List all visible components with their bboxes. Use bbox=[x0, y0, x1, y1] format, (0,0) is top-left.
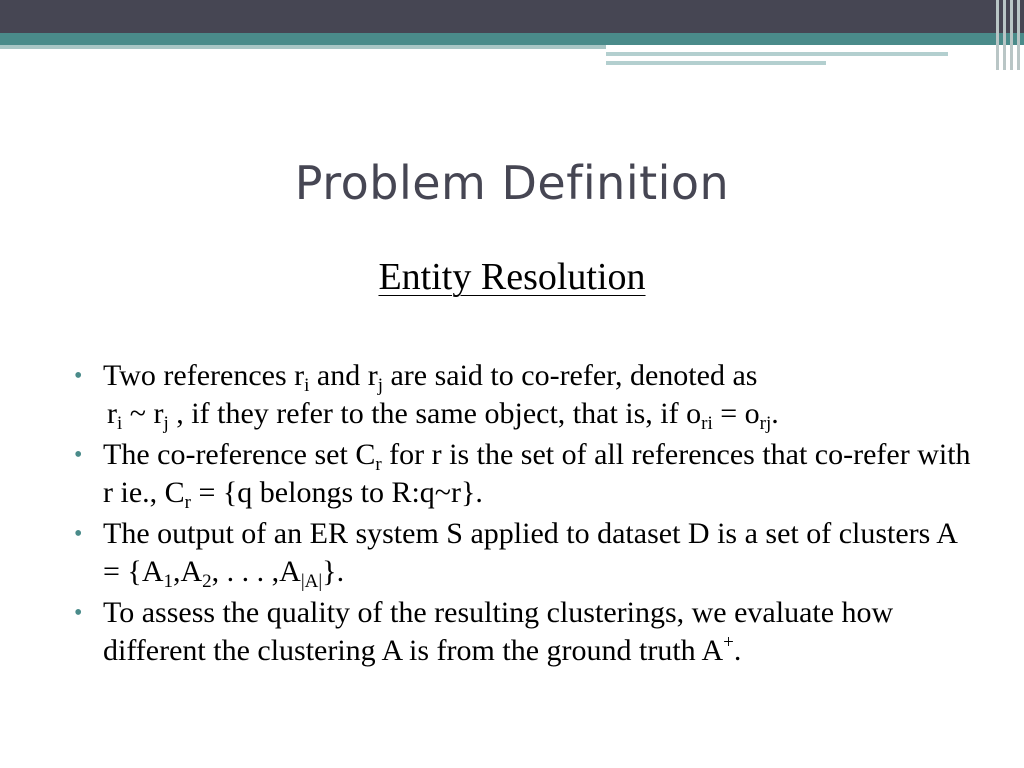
slide-title: Problem Definition bbox=[294, 156, 730, 210]
bullet-item bbox=[72, 357, 972, 433]
header-accent-line bbox=[606, 61, 826, 65]
header-band-dark bbox=[0, 0, 1024, 33]
bullet-item bbox=[72, 594, 972, 670]
header-band-teal bbox=[0, 33, 1024, 45]
bullet-item bbox=[72, 515, 972, 591]
bullet-list bbox=[72, 357, 972, 673]
bullet-text: Two references $r_i$ and $r_j$ are said to co-refer, denoted as bbox=[103, 359, 758, 396]
bullet-marker: • bbox=[74, 600, 83, 626]
header-accent-line bbox=[606, 52, 948, 56]
bullet-marker: • bbox=[74, 521, 83, 547]
bullet-marker: • bbox=[74, 363, 83, 389]
bullet-text: The output of an ER system S applied to dataset D is a set of clusters $A = \{A_1,A_2$, . . . $,A_{|A|}$}. bbox=[103, 517, 957, 592]
header-stripes bbox=[994, 0, 1024, 70]
bullet-text: To assess the quality of the resulting clusterings, we evaluate how different the clustering A is from the ground truth A+. bbox=[103, 596, 894, 667]
slide-subtitle: Entity Resolution bbox=[378, 256, 646, 298]
bullet-item bbox=[72, 436, 972, 512]
bullet-text: The co-reference set $C_r$ for r is the set of all references that co-refer with r ie., $C_r = \{q$ belongs to R:q~r}. bbox=[103, 438, 971, 513]
bullet-marker: • bbox=[74, 442, 83, 468]
bullet-text-continuation: $r_i$ ~ $r_j$ , if they refer to the same object, that is, if $o_{ri} = o_{rj}$. bbox=[107, 397, 779, 434]
